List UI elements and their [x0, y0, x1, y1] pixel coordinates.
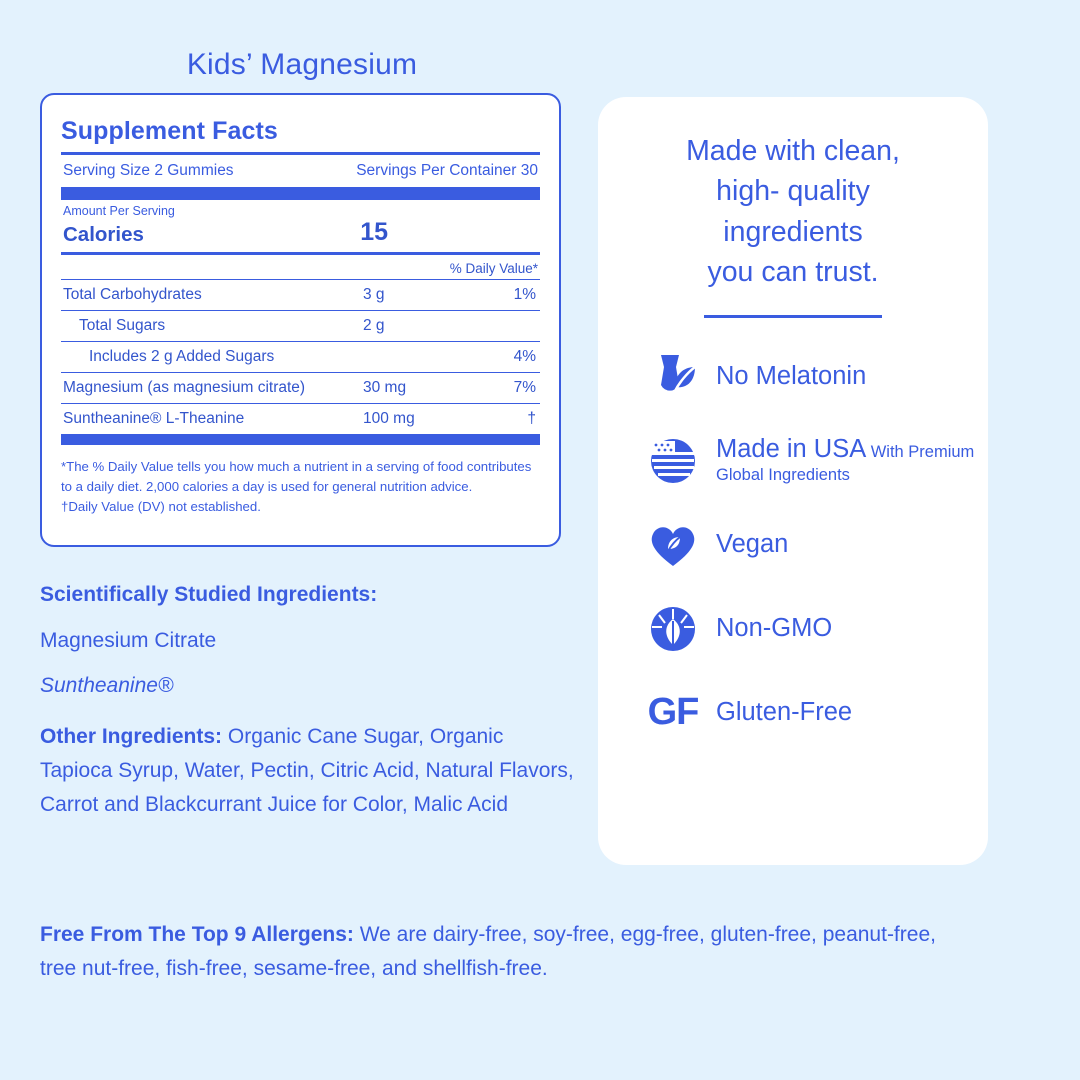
- usa-flag-icon: [636, 430, 710, 492]
- claims-headline-line-3: ingredients: [723, 215, 863, 248]
- table-row: [61, 373, 540, 403]
- badge-label: Non-GMO: [716, 614, 833, 643]
- badge-non-gmo: [598, 598, 988, 660]
- footnote-line-1: *The % Daily Value tells you how much a nutrient in a serving of food contributes: [61, 459, 532, 474]
- list-item: Magnesium Citrate: [40, 629, 217, 652]
- nutrient-name: Includes 2 g Added Sugars: [89, 348, 275, 365]
- badge-label: Made in USA: [716, 435, 867, 464]
- supplement-facts-panel: [40, 93, 561, 547]
- claims-card: [598, 97, 988, 865]
- badge-text: [710, 614, 832, 643]
- badge-list: [598, 318, 988, 744]
- studied-ingredients-heading: Scientifically Studied Ingredients:: [40, 583, 378, 606]
- allergen-text: We are dairy-free, soy-free, egg-free, gluten-free, peanut-free, tree nut-free, fish-free, sesame-free, and shellfish-free.: [40, 923, 936, 981]
- nutrient-amount: 100 mg: [363, 410, 415, 427]
- claims-headline-line-4: you can trust.: [707, 256, 879, 289]
- table-row: [61, 311, 540, 341]
- non-gmo-leaf-icon: [636, 598, 710, 660]
- gluten-free-icon: [636, 682, 710, 744]
- nutrient-name: Magnesium (as magnesium citrate): [63, 379, 306, 396]
- servings-per-container: Servings Per Container 30: [356, 162, 538, 179]
- badge-text: [710, 530, 788, 559]
- footnote-line-2: to a daily diet. 2,000 calories a day is used for general nutrition advice.: [61, 479, 473, 495]
- nutrient-dv: †: [527, 410, 536, 427]
- nutrient-amount: 3 g: [363, 286, 385, 303]
- nutrient-name: Total Sugars: [79, 317, 166, 334]
- badge-label: Vegan: [716, 530, 789, 559]
- calories-label: Calories: [63, 223, 144, 246]
- nutrient-name: Total Carbohydrates: [63, 286, 202, 303]
- badge-vegan: [598, 514, 988, 576]
- allergen-label: Free From The Top 9 Allergens:: [40, 923, 354, 946]
- nutrient-amount: 2 g: [363, 317, 385, 334]
- table-row: [61, 342, 540, 372]
- table-row: [61, 404, 540, 434]
- vegan-heart-icon: [636, 514, 710, 576]
- badge-no-melatonin: [598, 346, 988, 408]
- badge-text: [710, 698, 852, 727]
- badge-label: Gluten-Free: [716, 698, 853, 727]
- no-melatonin-icon: [636, 346, 710, 408]
- gluten-free-glyph: GF: [647, 691, 699, 734]
- badge-label: No Melatonin: [716, 362, 867, 391]
- badge-text: [710, 362, 866, 391]
- table-row: [61, 280, 540, 310]
- nutrient-dv: 1%: [513, 286, 536, 303]
- allergen-statement: [40, 918, 940, 986]
- calories-row: [61, 218, 540, 252]
- claims-headline-line-2: high- quality: [716, 175, 870, 208]
- badge-text: [710, 435, 988, 486]
- badge-made-in-usa: [598, 430, 988, 492]
- serving-size: Serving Size 2 Gummies: [63, 162, 234, 179]
- daily-value-header: % Daily Value*: [449, 261, 538, 276]
- claims-headline-line-1: Made with clean,: [686, 135, 900, 167]
- other-ingredients: [40, 720, 580, 822]
- badge-sublabel: With Premium Global Ingredients: [716, 443, 975, 484]
- footnote-line-3: †Daily Value (DV) not established.: [61, 499, 261, 515]
- ingredients-section: [40, 583, 580, 822]
- divider-band: [61, 434, 540, 445]
- claims-headline: [598, 97, 988, 293]
- badge-gluten-free: [598, 682, 988, 744]
- page-title: Kids’ Magnesium: [186, 48, 418, 81]
- amount-per-serving-label: Amount Per Serving: [63, 204, 175, 218]
- supplement-facts-heading: Supplement Facts: [61, 117, 278, 145]
- divider-band: [61, 187, 540, 200]
- nutrient-name: Suntheanine® L-Theanine: [63, 410, 245, 427]
- nutrient-dv: 4%: [513, 348, 536, 365]
- nutrient-dv: 7%: [513, 379, 536, 396]
- serving-info-row: [61, 155, 540, 187]
- nutrient-amount: 30 mg: [363, 379, 407, 396]
- other-ingredients-text: Organic Cane Sugar, Organic Tapioca Syrup, Water, Pectin, Citric Acid, Natural Flavors, Carrot and Blackcurrant Juice for Color, Malic Acid: [40, 725, 574, 817]
- list-item: Suntheanine®: [40, 674, 174, 697]
- calories-value: 15: [360, 218, 388, 246]
- other-ingredients-label: Other Ingredients:: [40, 725, 223, 748]
- footnote: [61, 445, 540, 517]
